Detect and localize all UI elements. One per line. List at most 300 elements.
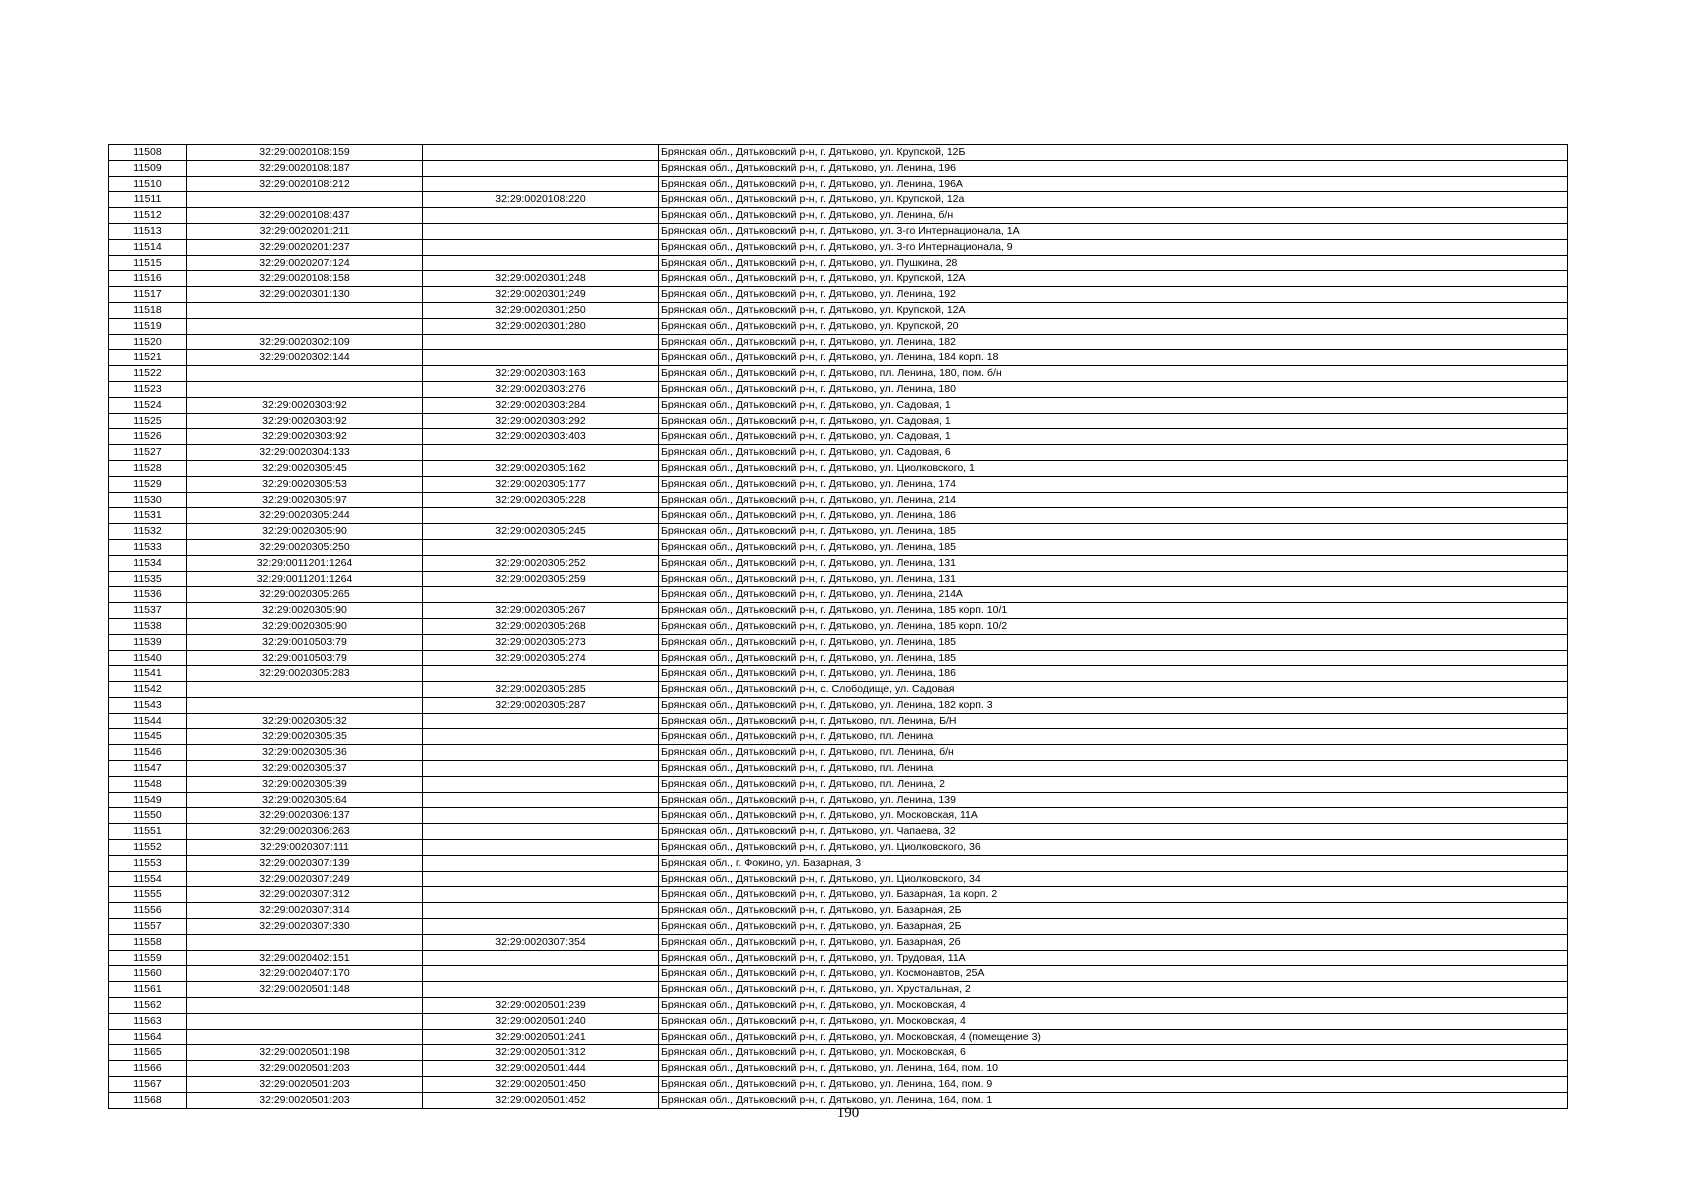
cadastral-number-cell: 32:29:0010503:79 <box>187 650 423 666</box>
related-cadastral-number-cell: 32:29:0020303:276 <box>423 381 659 397</box>
cadastral-number-cell: 32:29:0020305:36 <box>187 745 423 761</box>
page-number: 190 <box>836 1105 860 1121</box>
address-cell: Брянская обл., Дятьковский р-н, г. Дятьково, ул. Ленина, 184 корп. 18 <box>659 350 1568 366</box>
record-number-cell: 11540 <box>109 650 187 666</box>
address-cell: Брянская обл., Дятьковский р-н, г. Дятьково, ул. Крупской, 20 <box>659 318 1568 334</box>
related-cadastral-number-cell <box>423 761 659 777</box>
address-cell: Брянская обл., Дятьковский р-н, г. Дятьково, ул. Пушкина, 28 <box>659 255 1568 271</box>
record-number-cell: 11560 <box>109 966 187 982</box>
related-cadastral-number-cell: 32:29:0020305:285 <box>423 682 659 698</box>
record-number-cell: 11556 <box>109 903 187 919</box>
related-cadastral-number-cell: 32:29:0020301:248 <box>423 271 659 287</box>
related-cadastral-number-cell <box>423 855 659 871</box>
related-cadastral-number-cell: 32:29:0020501:240 <box>423 1013 659 1029</box>
table-row <box>109 966 1568 982</box>
table-row <box>109 160 1568 176</box>
cadastral-number-cell: 32:29:0020303:92 <box>187 429 423 445</box>
record-number-cell: 11555 <box>109 887 187 903</box>
related-cadastral-number-cell <box>423 587 659 603</box>
record-number-cell: 11565 <box>109 1045 187 1061</box>
address-cell: Брянская обл., Дятьковский р-н, г. Дятьково, ул. Ленина, 139 <box>659 792 1568 808</box>
table-row <box>109 871 1568 887</box>
address-cell: Брянская обл., Дятьковский р-н, г. Дятьково, ул. Ленина, 182 <box>659 334 1568 350</box>
address-cell: Брянская обл., г. Фокино, ул. Базарная, 3 <box>659 855 1568 871</box>
table-row <box>109 397 1568 413</box>
cadastral-number-cell: 32:29:0020305:283 <box>187 666 423 682</box>
cadastral-number-cell: 32:29:0011201:1264 <box>187 555 423 571</box>
address-cell: Брянская обл., Дятьковский р-н, г. Дятьково, ул. Базарная, 2Б <box>659 919 1568 935</box>
address-cell: Брянская обл., Дятьковский р-н, г. Дятьково, ул. Ленина, 196 <box>659 160 1568 176</box>
registry-table-body <box>109 145 1568 1109</box>
table-row <box>109 192 1568 208</box>
record-number-cell: 11521 <box>109 350 187 366</box>
record-number-cell: 11568 <box>109 1092 187 1108</box>
table-row <box>109 223 1568 239</box>
table-row <box>109 460 1568 476</box>
related-cadastral-number-cell <box>423 966 659 982</box>
record-number-cell: 11562 <box>109 998 187 1014</box>
record-number-cell: 11509 <box>109 160 187 176</box>
address-cell: Брянская обл., Дятьковский р-н, г. Дятьково, ул. Базарная, 1а корп. 2 <box>659 887 1568 903</box>
table-row <box>109 287 1568 303</box>
table-row <box>109 334 1568 350</box>
related-cadastral-number-cell <box>423 919 659 935</box>
table-row <box>109 587 1568 603</box>
record-number-cell: 11535 <box>109 571 187 587</box>
record-number-cell: 11541 <box>109 666 187 682</box>
cadastral-number-cell: 32:29:0020307:312 <box>187 887 423 903</box>
record-number-cell: 11542 <box>109 682 187 698</box>
record-number-cell: 11524 <box>109 397 187 413</box>
cadastral-number-cell: 32:29:0020501:203 <box>187 1061 423 1077</box>
address-cell: Брянская обл., Дятьковский р-н, г. Дятьково, ул. Ленина, 196А <box>659 176 1568 192</box>
address-cell: Брянская обл., Дятьковский р-н, г. Дятьково, ул. 3-го Интернационала, 9 <box>659 239 1568 255</box>
table-row <box>109 1013 1568 1029</box>
cadastral-number-cell: 32:29:0020307:111 <box>187 840 423 856</box>
address-cell: Брянская обл., Дятьковский р-н, г. Дятьково, ул. Циолковского, 34 <box>659 871 1568 887</box>
cadastral-number-cell: 32:29:0020303:92 <box>187 413 423 429</box>
address-cell: Брянская обл., Дятьковский р-н, г. Дятьково, ул. Ленина, 185 корп. 10/2 <box>659 618 1568 634</box>
related-cadastral-number-cell: 32:29:0020301:280 <box>423 318 659 334</box>
address-cell: Брянская обл., Дятьковский р-н, г. Дятьково, ул. Ленина, 164, пом. 9 <box>659 1077 1568 1093</box>
record-number-cell: 11544 <box>109 713 187 729</box>
record-number-cell: 11522 <box>109 366 187 382</box>
table-row <box>109 934 1568 950</box>
address-cell: Брянская обл., Дятьковский р-н, г. Дятьково, ул. Ленина, 164, пом. 10 <box>659 1061 1568 1077</box>
address-cell: Брянская обл., Дятьковский р-н, г. Дятьково, ул. Чапаева, 32 <box>659 824 1568 840</box>
table-row <box>109 1029 1568 1045</box>
table-row <box>109 255 1568 271</box>
cadastral-number-cell: 32:29:0020302:144 <box>187 350 423 366</box>
table-row <box>109 887 1568 903</box>
table-row <box>109 840 1568 856</box>
related-cadastral-number-cell: 32:29:0020501:444 <box>423 1061 659 1077</box>
cadastral-number-cell <box>187 366 423 382</box>
address-cell: Брянская обл., Дятьковский р-н, с. Слободище, ул. Садовая <box>659 682 1568 698</box>
address-cell: Брянская обл., Дятьковский р-н, г. Дятьково, ул. Ленина, 131 <box>659 555 1568 571</box>
related-cadastral-number-cell <box>423 840 659 856</box>
related-cadastral-number-cell: 32:29:0020305:259 <box>423 571 659 587</box>
address-cell: Брянская обл., Дятьковский р-н, г. Дятьково, ул. Московская, 6 <box>659 1045 1568 1061</box>
table-row <box>109 618 1568 634</box>
related-cadastral-number-cell: 32:29:0020307:354 <box>423 934 659 950</box>
related-cadastral-number-cell: 32:29:0020303:163 <box>423 366 659 382</box>
cadastral-number-cell: 32:29:0020304:133 <box>187 445 423 461</box>
cadastral-number-cell: 32:29:0020108:158 <box>187 271 423 287</box>
address-cell: Брянская обл., Дятьковский р-н, г. Дятьково, ул. Трудовая, 11А <box>659 950 1568 966</box>
table-row <box>109 682 1568 698</box>
related-cadastral-number-cell: 32:29:0020501:239 <box>423 998 659 1014</box>
cadastral-number-cell <box>187 302 423 318</box>
related-cadastral-number-cell <box>423 208 659 224</box>
related-cadastral-number-cell: 32:29:0020305:162 <box>423 460 659 476</box>
table-row <box>109 208 1568 224</box>
cadastral-number-cell: 32:29:0020307:330 <box>187 919 423 935</box>
table-row <box>109 808 1568 824</box>
cadastral-number-cell: 32:29:0020305:90 <box>187 603 423 619</box>
table-row <box>109 650 1568 666</box>
record-number-cell: 11517 <box>109 287 187 303</box>
record-number-cell: 11564 <box>109 1029 187 1045</box>
address-cell: Брянская обл., Дятьковский р-н, г. Дятьково, пл. Ленина <box>659 729 1568 745</box>
cadastral-number-cell: 32:29:0020501:148 <box>187 982 423 998</box>
table-row <box>109 145 1568 161</box>
record-number-cell: 11512 <box>109 208 187 224</box>
cadastral-number-cell: 32:29:0010503:79 <box>187 634 423 650</box>
table-row <box>109 492 1568 508</box>
table-row <box>109 508 1568 524</box>
cadastral-number-cell: 32:29:0020407:170 <box>187 966 423 982</box>
cadastral-number-cell: 32:29:0020307:139 <box>187 855 423 871</box>
related-cadastral-number-cell <box>423 729 659 745</box>
record-number-cell: 11529 <box>109 476 187 492</box>
cadastral-number-cell: 32:29:0020307:314 <box>187 903 423 919</box>
related-cadastral-number-cell <box>423 950 659 966</box>
cadastral-number-cell: 32:29:0020305:97 <box>187 492 423 508</box>
related-cadastral-number-cell: 32:29:0020305:287 <box>423 697 659 713</box>
cadastral-number-cell: 32:29:0020108:212 <box>187 176 423 192</box>
related-cadastral-number-cell <box>423 982 659 998</box>
table-row <box>109 950 1568 966</box>
record-number-cell: 11510 <box>109 176 187 192</box>
address-cell: Брянская обл., Дятьковский р-н, г. Дятьково, ул. Ленина, 182 корп. 3 <box>659 697 1568 713</box>
cadastral-number-cell: 32:29:0020305:90 <box>187 618 423 634</box>
table-row <box>109 318 1568 334</box>
record-number-cell: 11548 <box>109 776 187 792</box>
table-row <box>109 429 1568 445</box>
cadastral-number-cell: 32:29:0020305:39 <box>187 776 423 792</box>
related-cadastral-number-cell <box>423 824 659 840</box>
cadastral-number-cell: 32:29:0020305:64 <box>187 792 423 808</box>
related-cadastral-number-cell: 32:29:0020305:274 <box>423 650 659 666</box>
related-cadastral-number-cell: 32:29:0020303:403 <box>423 429 659 445</box>
cadastral-number-cell <box>187 192 423 208</box>
address-cell: Брянская обл., Дятьковский р-н, г. Дятьково, ул. Крупской, 12Б <box>659 145 1568 161</box>
table-row <box>109 729 1568 745</box>
address-cell: Брянская обл., Дятьковский р-н, г. Дятьково, ул. Космонавтов, 25А <box>659 966 1568 982</box>
related-cadastral-number-cell <box>423 808 659 824</box>
table-row <box>109 302 1568 318</box>
related-cadastral-number-cell <box>423 903 659 919</box>
cadastral-number-cell <box>187 934 423 950</box>
address-cell: Брянская обл., Дятьковский р-н, г. Дятьково, ул. Ленина, б/н <box>659 208 1568 224</box>
table-row <box>109 413 1568 429</box>
table-row <box>109 713 1568 729</box>
table-row <box>109 903 1568 919</box>
table-row <box>109 1061 1568 1077</box>
table-row <box>109 792 1568 808</box>
table-row <box>109 982 1568 998</box>
related-cadastral-number-cell: 32:29:0020301:250 <box>423 302 659 318</box>
cadastral-number-cell: 32:29:0020302:109 <box>187 334 423 350</box>
cadastral-number-cell: 32:29:0020305:53 <box>187 476 423 492</box>
record-number-cell: 11552 <box>109 840 187 856</box>
table-row <box>109 571 1568 587</box>
cadastral-number-cell: 32:29:0020303:92 <box>187 397 423 413</box>
cadastral-number-cell: 32:29:0020108:159 <box>187 145 423 161</box>
table-row <box>109 1077 1568 1093</box>
table-row <box>109 445 1568 461</box>
cadastral-number-cell: 32:29:0020305:90 <box>187 524 423 540</box>
cadastral-number-cell: 32:29:0020207:124 <box>187 255 423 271</box>
address-cell: Брянская обл., Дятьковский р-н, г. Дятьково, ул. Крупской, 12а <box>659 192 1568 208</box>
address-cell: Брянская обл., Дятьковский р-н, г. Дятьково, ул. Ленина, 186 <box>659 666 1568 682</box>
address-cell: Брянская обл., Дятьковский р-н, г. Дятьково, ул. Ленина, 180 <box>659 381 1568 397</box>
record-number-cell: 11516 <box>109 271 187 287</box>
table-row <box>109 476 1568 492</box>
table-row <box>109 239 1568 255</box>
record-number-cell: 11566 <box>109 1061 187 1077</box>
table-row <box>109 366 1568 382</box>
cadastral-number-cell: 32:29:0020305:244 <box>187 508 423 524</box>
address-cell: Брянская обл., Дятьковский р-н, г. Дятьково, ул. Ленина, 185 <box>659 524 1568 540</box>
address-cell: Брянская обл., Дятьковский р-н, г. Дятьково, ул. 3-го Интернационала, 1А <box>659 223 1568 239</box>
table-row <box>109 555 1568 571</box>
record-number-cell: 11538 <box>109 618 187 634</box>
table-row <box>109 634 1568 650</box>
cadastral-number-cell <box>187 1029 423 1045</box>
record-number-cell: 11567 <box>109 1077 187 1093</box>
address-cell: Брянская обл., Дятьковский р-н, г. Дятьково, ул. Базарная, 2б <box>659 934 1568 950</box>
cadastral-number-cell <box>187 682 423 698</box>
record-number-cell: 11553 <box>109 855 187 871</box>
address-cell: Брянская обл., Дятьковский р-н, г. Дятьково, пл. Ленина <box>659 761 1568 777</box>
record-number-cell: 11514 <box>109 239 187 255</box>
address-cell: Брянская обл., Дятьковский р-н, г. Дятьково, пл. Ленина, 2 <box>659 776 1568 792</box>
address-cell: Брянская обл., Дятьковский р-н, г. Дятьково, ул. Хрустальная, 2 <box>659 982 1568 998</box>
table-row <box>109 176 1568 192</box>
address-cell: Брянская обл., Дятьковский р-н, г. Дятьково, ул. Ленина, 214А <box>659 587 1568 603</box>
related-cadastral-number-cell <box>423 255 659 271</box>
table-row <box>109 855 1568 871</box>
cadastral-number-cell: 32:29:0020305:250 <box>187 539 423 555</box>
address-cell: Брянская обл., Дятьковский р-н, г. Дятьково, ул. Циолковского, 1 <box>659 460 1568 476</box>
record-number-cell: 11528 <box>109 460 187 476</box>
table-row <box>109 776 1568 792</box>
record-number-cell: 11561 <box>109 982 187 998</box>
record-number-cell: 11549 <box>109 792 187 808</box>
record-number-cell: 11551 <box>109 824 187 840</box>
cadastral-number-cell: 32:29:0020305:45 <box>187 460 423 476</box>
cadastral-number-cell: 32:29:0020201:211 <box>187 223 423 239</box>
table-row <box>109 666 1568 682</box>
address-cell: Брянская обл., Дятьковский р-н, г. Дятьково, ул. Ленина, 164, пом. 1 <box>659 1092 1568 1108</box>
record-number-cell: 11547 <box>109 761 187 777</box>
related-cadastral-number-cell: 32:29:0020501:450 <box>423 1077 659 1093</box>
related-cadastral-number-cell <box>423 145 659 161</box>
related-cadastral-number-cell <box>423 445 659 461</box>
related-cadastral-number-cell: 32:29:0020305:252 <box>423 555 659 571</box>
cadastral-number-cell: 32:29:0020201:237 <box>187 239 423 255</box>
table-row <box>109 524 1568 540</box>
address-cell: Брянская обл., Дятьковский р-н, г. Дятьково, ул. Московская, 4 <box>659 998 1568 1014</box>
table-row <box>109 824 1568 840</box>
record-number-cell: 11557 <box>109 919 187 935</box>
related-cadastral-number-cell: 32:29:0020305:267 <box>423 603 659 619</box>
related-cadastral-number-cell: 32:29:0020501:312 <box>423 1045 659 1061</box>
related-cadastral-number-cell <box>423 176 659 192</box>
address-cell: Брянская обл., Дятьковский р-н, г. Дятьково, ул. Ленина, 174 <box>659 476 1568 492</box>
record-number-cell: 11558 <box>109 934 187 950</box>
record-number-cell: 11518 <box>109 302 187 318</box>
address-cell: Брянская обл., Дятьковский р-н, г. Дятьково, ул. Садовая, 6 <box>659 445 1568 461</box>
cadastral-number-cell <box>187 998 423 1014</box>
related-cadastral-number-cell: 32:29:0020305:268 <box>423 618 659 634</box>
cadastral-number-cell: 32:29:0020301:130 <box>187 287 423 303</box>
related-cadastral-number-cell <box>423 776 659 792</box>
property-registry-table <box>108 144 1568 1109</box>
related-cadastral-number-cell <box>423 713 659 729</box>
related-cadastral-number-cell <box>423 223 659 239</box>
cadastral-number-cell: 32:29:0020305:265 <box>187 587 423 603</box>
related-cadastral-number-cell: 32:29:0020303:284 <box>423 397 659 413</box>
record-number-cell: 11526 <box>109 429 187 445</box>
record-number-cell: 11537 <box>109 603 187 619</box>
record-number-cell: 11523 <box>109 381 187 397</box>
cadastral-number-cell: 32:29:0020305:32 <box>187 713 423 729</box>
record-number-cell: 11531 <box>109 508 187 524</box>
record-number-cell: 11550 <box>109 808 187 824</box>
related-cadastral-number-cell: 32:29:0020305:273 <box>423 634 659 650</box>
address-cell: Брянская обл., Дятьковский р-н, г. Дятьково, ул. Циолковского, 36 <box>659 840 1568 856</box>
table-row <box>109 603 1568 619</box>
cadastral-number-cell: 32:29:0020501:198 <box>187 1045 423 1061</box>
cadastral-number-cell: 32:29:0020305:35 <box>187 729 423 745</box>
cadastral-number-cell: 32:29:0011201:1264 <box>187 571 423 587</box>
related-cadastral-number-cell <box>423 350 659 366</box>
record-number-cell: 11508 <box>109 145 187 161</box>
table-row <box>109 697 1568 713</box>
address-cell: Брянская обл., Дятьковский р-н, г. Дятьково, ул. Ленина, 185 <box>659 634 1568 650</box>
record-number-cell: 11546 <box>109 745 187 761</box>
address-cell: Брянская обл., Дятьковский р-н, г. Дятьково, ул. Ленина, 186 <box>659 508 1568 524</box>
related-cadastral-number-cell: 32:29:0020501:241 <box>423 1029 659 1045</box>
record-number-cell: 11545 <box>109 729 187 745</box>
table-row <box>109 350 1568 366</box>
cadastral-number-cell <box>187 1013 423 1029</box>
related-cadastral-number-cell <box>423 334 659 350</box>
related-cadastral-number-cell: 32:29:0020305:177 <box>423 476 659 492</box>
cadastral-number-cell: 32:29:0020306:137 <box>187 808 423 824</box>
record-number-cell: 11527 <box>109 445 187 461</box>
address-cell: Брянская обл., Дятьковский р-н, г. Дятьково, ул. Московская, 4 (помещение 3) <box>659 1029 1568 1045</box>
cadastral-number-cell: 32:29:0020306:263 <box>187 824 423 840</box>
cadastral-number-cell: 32:29:0020402:151 <box>187 950 423 966</box>
address-cell: Брянская обл., Дятьковский р-н, г. Дятьково, ул. Ленина, 131 <box>659 571 1568 587</box>
address-cell: Брянская обл., Дятьковский р-н, г. Дятьково, ул. Садовая, 1 <box>659 397 1568 413</box>
related-cadastral-number-cell: 32:29:0020301:249 <box>423 287 659 303</box>
table-row <box>109 381 1568 397</box>
related-cadastral-number-cell: 32:29:0020501:452 <box>423 1092 659 1108</box>
cadastral-number-cell: 32:29:0020108:187 <box>187 160 423 176</box>
table-row <box>109 761 1568 777</box>
record-number-cell: 11563 <box>109 1013 187 1029</box>
record-number-cell: 11513 <box>109 223 187 239</box>
table-row <box>109 998 1568 1014</box>
record-number-cell: 11543 <box>109 697 187 713</box>
address-cell: Брянская обл., Дятьковский р-н, г. Дятьково, ул. Крупской, 12А <box>659 271 1568 287</box>
address-cell: Брянская обл., Дятьковский р-н, г. Дятьково, ул. Крупской, 12А <box>659 302 1568 318</box>
address-cell: Брянская обл., Дятьковский р-н, г. Дятьково, ул. Ленина, 185 <box>659 650 1568 666</box>
address-cell: Брянская обл., Дятьковский р-н, г. Дятьково, ул. Московская, 11А <box>659 808 1568 824</box>
related-cadastral-number-cell <box>423 745 659 761</box>
address-cell: Брянская обл., Дятьковский р-н, г. Дятьково, пл. Ленина, Б/Н <box>659 713 1568 729</box>
cadastral-number-cell <box>187 381 423 397</box>
address-cell: Брянская обл., Дятьковский р-н, г. Дятьково, ул. Садовая, 1 <box>659 413 1568 429</box>
related-cadastral-number-cell <box>423 666 659 682</box>
cadastral-number-cell <box>187 697 423 713</box>
related-cadastral-number-cell: 32:29:0020108:220 <box>423 192 659 208</box>
record-number-cell: 11511 <box>109 192 187 208</box>
record-number-cell: 11559 <box>109 950 187 966</box>
related-cadastral-number-cell <box>423 887 659 903</box>
related-cadastral-number-cell <box>423 508 659 524</box>
address-cell: Брянская обл., Дятьковский р-н, г. Дятьково, ул. Московская, 4 <box>659 1013 1568 1029</box>
record-number-cell: 11525 <box>109 413 187 429</box>
related-cadastral-number-cell: 32:29:0020305:228 <box>423 492 659 508</box>
address-cell: Брянская обл., Дятьковский р-н, г. Дятьково, ул. Ленина, 185 корп. 10/1 <box>659 603 1568 619</box>
record-number-cell: 11533 <box>109 539 187 555</box>
cadastral-number-cell: 32:29:0020305:37 <box>187 761 423 777</box>
record-number-cell: 11530 <box>109 492 187 508</box>
address-cell: Брянская обл., Дятьковский р-н, г. Дятьково, ул. Садовая, 1 <box>659 429 1568 445</box>
cadastral-number-cell: 32:29:0020501:203 <box>187 1077 423 1093</box>
address-cell: Брянская обл., Дятьковский р-н, г. Дятьково, пл. Ленина, б/н <box>659 745 1568 761</box>
cadastral-number-cell <box>187 318 423 334</box>
record-number-cell: 11519 <box>109 318 187 334</box>
record-number-cell: 11515 <box>109 255 187 271</box>
related-cadastral-number-cell <box>423 871 659 887</box>
related-cadastral-number-cell <box>423 160 659 176</box>
table-row <box>109 1045 1568 1061</box>
record-number-cell: 11520 <box>109 334 187 350</box>
record-number-cell: 11534 <box>109 555 187 571</box>
table-row <box>109 919 1568 935</box>
address-cell: Брянская обл., Дятьковский р-н, г. Дятьково, ул. Базарная, 2Б <box>659 903 1568 919</box>
record-number-cell: 11554 <box>109 871 187 887</box>
cadastral-number-cell: 32:29:0020501:203 <box>187 1092 423 1108</box>
related-cadastral-number-cell: 32:29:0020303:292 <box>423 413 659 429</box>
related-cadastral-number-cell <box>423 539 659 555</box>
cadastral-number-cell: 32:29:0020307:249 <box>187 871 423 887</box>
table-row <box>109 271 1568 287</box>
related-cadastral-number-cell <box>423 239 659 255</box>
record-number-cell: 11536 <box>109 587 187 603</box>
address-cell: Брянская обл., Дятьковский р-н, г. Дятьково, пл. Ленина, 180, пом. б/н <box>659 366 1568 382</box>
record-number-cell: 11532 <box>109 524 187 540</box>
address-cell: Брянская обл., Дятьковский р-н, г. Дятьково, ул. Ленина, 185 <box>659 539 1568 555</box>
table-row <box>109 539 1568 555</box>
